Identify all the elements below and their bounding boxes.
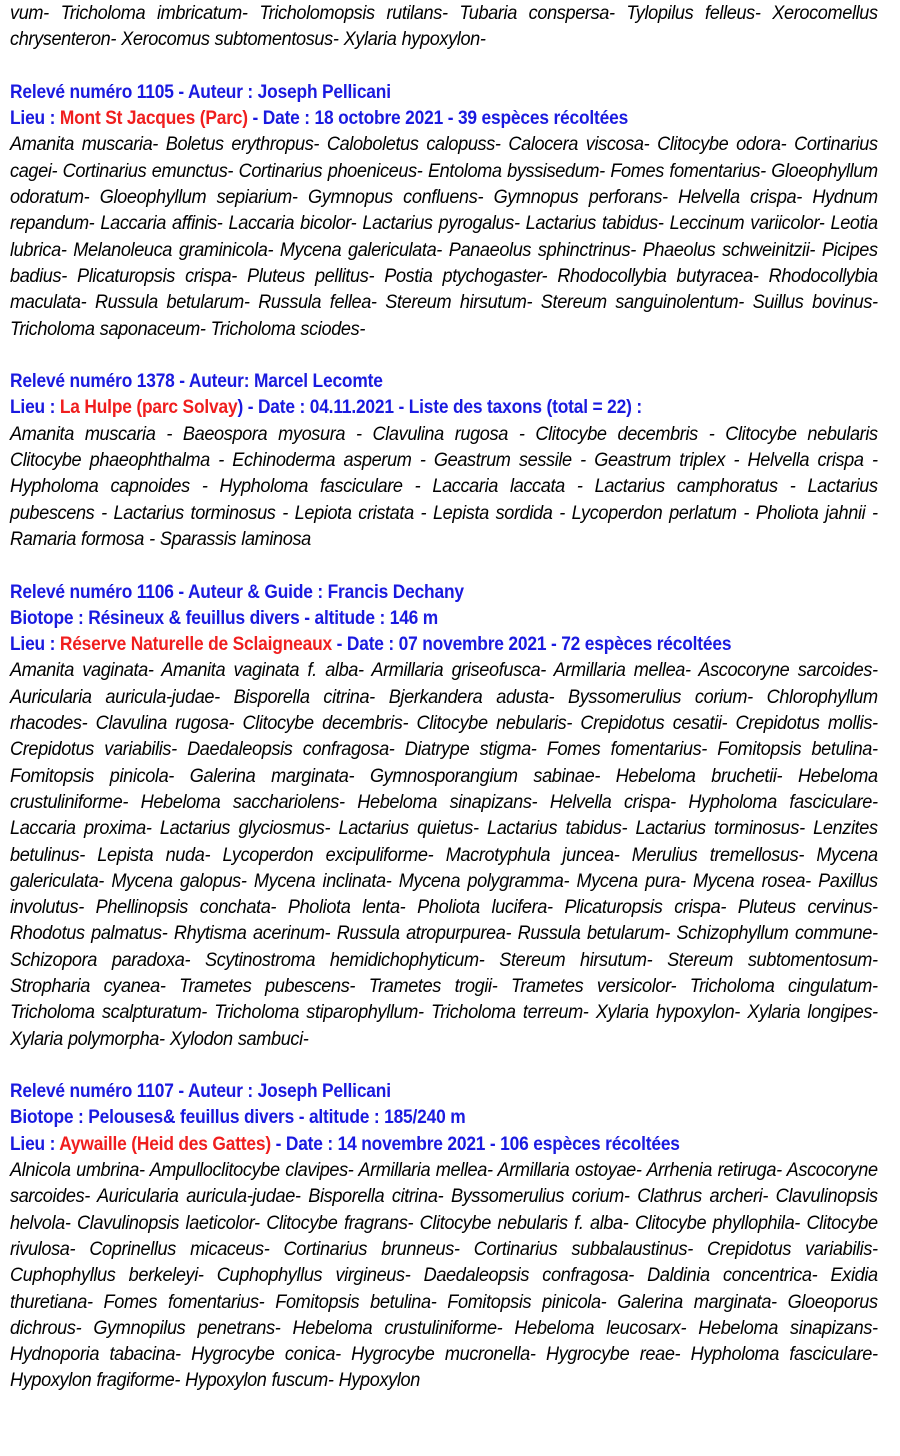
record-location-line (10, 1131, 783, 1157)
record-date: ) - Date : 04.11.2021 - Liste des taxons (total = 22) : (237, 396, 642, 419)
spacer (10, 342, 878, 368)
record-header: Relevé numéro 1105 - Auteur : Joseph Pellicani (10, 80, 391, 103)
record-location-line (10, 105, 783, 131)
record-date: - Date : 07 novembre 2021 - 72 espèces récoltées (331, 633, 732, 656)
species-list: Amanita vaginata- Amanita vaginata f. alba- Armillaria griseofusca- Armillaria mellea- Ascocoryne sarcoides- Auricularia auricula-judae- Bisporella citrina- Bjerkandera adusta- Byssomerulius corium- Chlorophyllum rhacodes- Clavulina rugosa- Clitocybe decembris- Clitocybe nebularis- Crepidotus cesatii- Crepidotus mollis- Crepidotus variabilis- Daedaleopsis confragosa- Diatrype stigma- Fomes fomentarius- Fomitopsis betulina- Fomitopsis pinicola- Galerina marginata- Gymnosporangium sabinae- Hebeloma bruchetii- Hebeloma crustuliniforme- Hebeloma sacchariolens- Hebeloma sinapizans- Helvella crispa- Hypholoma fasciculare- Laccaria proxima- Lactarius glyciosmus- Lactarius quietus- Lactarius tabidus- Lactarius torminosus- Lenzites betulinus- Lepista nuda- Lycoperdon excipuliforme- Macrotyphula juncea- Merulius tremellosus- Mycena galericulata- Mycena galopus- Mycena inclinata- Mycena polygramma- Mycena pura- Mycena rosea- Paxillus involutus- Phellinopsis conchata- Pholiota lenta- Pholiota lucifera- Plicaturopsis crispa- Pluteus cervinus- Rhodotus palmatus- Rhytisma acerinum- Russula atropurpurea- Russula betularum- Schizophyllum commune- Schizopora paradoxa- Scytinostroma hemidichophyticum- Stereum hirsutum- Stereum subtomentosum- Stropharia cyanea- Trametes pubescens- Trametes trogii- Trametes versicolor- Tricholoma cingulatum- Tricholoma scalpturatum- Tricholoma stiparophyllum- Tricholoma terreum- Xylaria hypoxylon- Xylaria longipes- Xylaria polymorpha- Xylodon sambuci- (10, 659, 878, 1050)
record-1378 (10, 368, 878, 552)
location-name: Aywaille (Heid des Gattes) (59, 1132, 271, 1155)
record-header: Relevé numéro 1378 - Auteur: Marcel Lecomte (10, 370, 383, 393)
species-list: Amanita muscaria - Baeospora myosura - Clavulina rugosa - Clitocybe decembris - Clitocybe nebularis Clitocybe phaeophthalma - Echinoderma asperum - Geastrum sessile - Geastrum triplex - Helvella crispa - Hypholoma capnoides - Hypholoma fasciculare - Laccaria laccata - Lactarius camphoratus - Lactarius pubescens - Lactarius torminosus - Lepiota cristata - Lepista sordida - Lycoperdon perlatum - Pholiota jahnii - Ramaria formosa - Sparassis laminosa (10, 422, 878, 550)
location-name: Mont St Jacques (Parc) (59, 107, 248, 130)
spacer (10, 552, 878, 578)
record-1105 (10, 79, 878, 342)
record-biotope: Biotope : Résineux & feuillus divers - altitude : 146 m (10, 606, 439, 629)
record-header: Relevé numéro 1106 - Auteur & Guide : Francis Dechany (10, 580, 464, 603)
record-1107 (10, 1078, 878, 1394)
lieu-label: Lieu : (10, 107, 60, 130)
record-biotope: Biotope : Pelouses& feuillus divers - altitude : 185/240 m (10, 1106, 466, 1129)
document-page (10, 0, 878, 1394)
record-date: - Date : 14 novembre 2021 - 106 espèces récoltées (270, 1132, 680, 1155)
species-list-continued: vum- Tricholoma imbricatum- Tricholomopsis rutilans- Tubaria conspersa- Tylopilus felleus- Xerocomellus chrysenteron- Xerocomus subtomentosus- Xylaria hypoxylon- (10, 2, 878, 51)
record-1106 (10, 579, 878, 1052)
spacer (10, 53, 878, 79)
species-list: Amanita muscaria- Boletus erythropus- Caloboletus calopuss- Calocera viscosa- Clitocybe odora- Cortinarius cagei- Cortinarius emunctus- Cortinarius phoeniceus- Entoloma byssisedum- Fomes fomentarius- Gloeophyllum odoratum- Gloeophyllum sepiarium- Gymnopus confluens- Gymnopus perforans- Helvella crispa- Hydnum repandum- Laccaria affinis- Laccaria bicolor- Lactarius pyrogalus- Lactarius tabidus- Leccinum variicolor- Leotia lubrica- Melanoleuca graminicola- Mycena galericulata- Panaeolus sphinctrinus- Phaeolus schweinitzii- Picipes badius- Plicaturopsis crispa- Pluteus pellitus- Postia ptychogaster- Rhodocollybia butyracea- Rhodocollybia maculata- Russula betularum- Russula fellea- Stereum hirsutum- Stereum sanguinolentum- Suillus bovinus- Tricholoma saponaceum- Tricholoma sciodes- (10, 133, 878, 340)
lieu-label: Lieu : (10, 633, 60, 656)
species-list: Alnicola umbrina- Ampulloclitocybe clavipes- Armillaria mellea- Armillaria ostoyae- Arrhenia retiruga- Ascocoryne sarcoides- Auricularia auricula-judae- Bisporella citrina- Byssomerulius corium- Clathrus archeri- Clavulinopsis helvola- Clavulinopsis laeticolor- Clitocybe fragrans- Clitocybe nebularis f. alba- Clitocybe phyllophila- Clitocybe rivulosa- Coprinellus micaceus- Cortinarius brunneus- Cortinarius subbalaustinus- Crepidotus variabilis- Cuphophyllus berkeleyi- Cuphophyllus virgineus- Daedaleopsis confragosa- Daldinia concentrica- Exidia thuretiana- Fomes fomentarius- Fomitopsis betulina- Fomitopsis pinicola- Galerina marginata- Gloeoporus dichrous- Gymnopilus penetrans- Hebeloma crustuliniforme- Hebeloma leucosarx- Hebeloma sinapizans- Hydnoporia tabacina- Hygrocybe conica- Hygrocybe mucronella- Hygrocybe reae- Hypholoma fasciculare- Hypoxylon fragiforme- Hypoxylon fuscum- Hypoxylon (10, 1159, 878, 1392)
spacer (10, 1052, 878, 1078)
lieu-label: Lieu : (10, 1132, 60, 1155)
record-location-line (10, 394, 783, 420)
lieu-label: Lieu : (10, 396, 60, 419)
location-name: La Hulpe (parc Solvay (59, 396, 238, 419)
record-header: Relevé numéro 1107 - Auteur : Joseph Pellicani (10, 1080, 391, 1103)
location-name: Réserve Naturelle de Sclaigneaux (59, 633, 332, 656)
record-date: - Date : 18 octobre 2021 - 39 espèces récoltées (247, 107, 629, 130)
record-location-line (10, 631, 783, 657)
